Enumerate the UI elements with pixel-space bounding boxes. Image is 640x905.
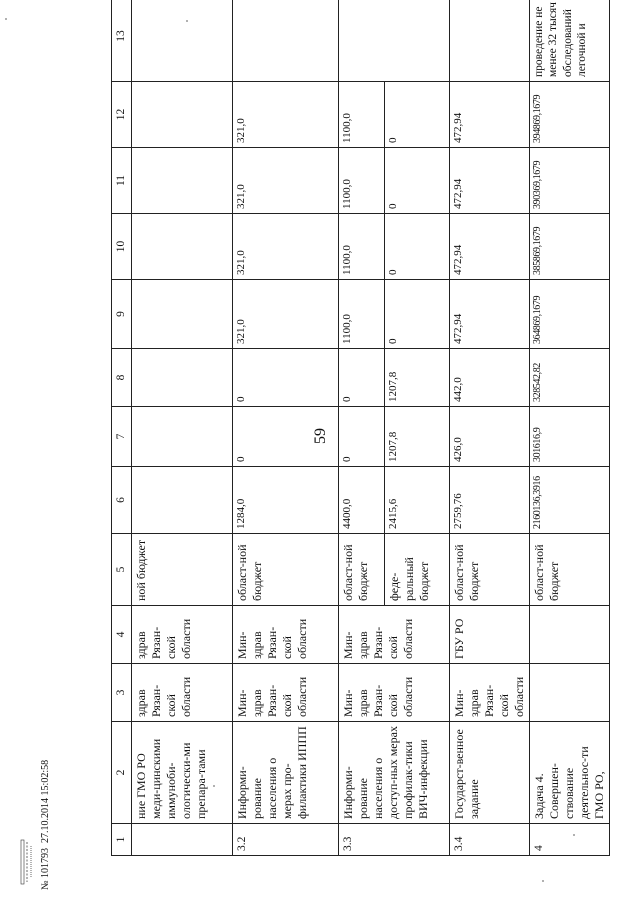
year-value: 472,94 bbox=[450, 214, 530, 280]
coordinator bbox=[530, 664, 610, 722]
coordinator: здрав Рязан-ской области bbox=[132, 664, 233, 722]
year-value bbox=[132, 82, 233, 148]
stamp-emblem-icon bbox=[20, 838, 34, 886]
year-value: 472,94 bbox=[450, 148, 530, 214]
row-num bbox=[132, 824, 233, 856]
year-value: 394869,1679 bbox=[530, 82, 610, 148]
year-value: 321,0 bbox=[233, 148, 339, 214]
year-value: 0 bbox=[339, 349, 385, 407]
table-row bbox=[233, 0, 339, 856]
measure-name: Информи-рование населения о доступ-ных мерах профилак-тики ВИЧ-инфекции bbox=[339, 722, 450, 824]
row-num: 4 bbox=[530, 824, 610, 856]
executor: Мин-здрав Рязан-ской области bbox=[233, 606, 339, 664]
scan-speck bbox=[573, 834, 575, 836]
executor: Мин-здрав Рязан-ской области bbox=[339, 606, 450, 664]
col-header-7: 7 bbox=[112, 407, 132, 467]
year-value: 1207,8 bbox=[385, 407, 450, 467]
col-header-6: 6 bbox=[112, 467, 132, 534]
executor bbox=[530, 606, 610, 664]
year-value: 364869,1679 bbox=[530, 280, 610, 349]
col-header-5: 5 bbox=[112, 534, 132, 606]
funding-source: област-ной бюджет bbox=[530, 534, 610, 606]
year-value: 390369,1679 bbox=[530, 148, 610, 214]
year-value: 1100,0 bbox=[339, 214, 385, 280]
year-value: 385869,1679 bbox=[530, 214, 610, 280]
measure-name: Государст-венное задание bbox=[450, 722, 530, 824]
measure-name: Информи-рование населения о мерах про-филактики ИППП bbox=[233, 722, 339, 824]
col-header-3: 3 bbox=[112, 664, 132, 722]
indicator bbox=[233, 0, 339, 82]
indicator: проведение не менее 32 тысяч обследований легочной и bbox=[530, 0, 610, 82]
year-value bbox=[132, 349, 233, 407]
indicator bbox=[132, 0, 233, 82]
scan-speck bbox=[5, 18, 7, 20]
scan-speck bbox=[213, 785, 215, 787]
col-header-10: 10 bbox=[112, 214, 132, 280]
scan-speck bbox=[186, 20, 188, 22]
year-value: 0 bbox=[339, 407, 385, 467]
col-header-4: 4 bbox=[112, 606, 132, 664]
year-value: 328542,82 bbox=[530, 349, 610, 407]
year-value: 0 bbox=[233, 349, 339, 407]
year-value: 321,0 bbox=[233, 280, 339, 349]
indicator bbox=[339, 0, 450, 82]
total-value bbox=[132, 467, 233, 534]
year-value: 0 bbox=[385, 214, 450, 280]
table-rotated-wrapper bbox=[111, 0, 606, 856]
total-value: 2160136,3916 bbox=[530, 467, 610, 534]
total-value: 2759,76 bbox=[450, 467, 530, 534]
year-value: 0 bbox=[385, 82, 450, 148]
year-value: 472,94 bbox=[450, 82, 530, 148]
year-value: 442,0 bbox=[450, 349, 530, 407]
stamp-doc-number: № 101793 bbox=[40, 847, 51, 890]
indicator bbox=[450, 0, 530, 82]
funding-source: ной бюджет bbox=[132, 534, 233, 606]
col-header-8: 8 bbox=[112, 349, 132, 407]
year-value bbox=[132, 280, 233, 349]
year-value: 0 bbox=[233, 407, 339, 467]
funding-source: област-ной бюджет bbox=[450, 534, 530, 606]
page-number: 59 bbox=[312, 428, 329, 444]
year-value: 1100,0 bbox=[339, 148, 385, 214]
col-header-11: 11 bbox=[112, 148, 132, 214]
year-value bbox=[132, 214, 233, 280]
stamp-timestamp: 27.10.2014 15:02:58 bbox=[40, 759, 51, 843]
coordinator: Мин-здрав Рязан-ской области bbox=[450, 664, 530, 722]
coordinator: Мин-здрав Рязан-ской области bbox=[233, 664, 339, 722]
row-num: 3.2 bbox=[233, 824, 339, 856]
executor: ГБУ РО bbox=[450, 606, 530, 664]
coordinator: Мин-здрав Рязан-ской области bbox=[339, 664, 450, 722]
row-num: 3.3 bbox=[339, 824, 450, 856]
table-row bbox=[339, 0, 385, 856]
year-value: 1100,0 bbox=[339, 82, 385, 148]
year-value: 0 bbox=[385, 148, 450, 214]
year-value: 301616,9 bbox=[530, 407, 610, 467]
stamp-text-block bbox=[40, 690, 54, 890]
col-header-2: 2 bbox=[112, 722, 132, 824]
funding-source: област-ной бюджет bbox=[233, 534, 339, 606]
table-row bbox=[132, 0, 233, 856]
total-value: 1284,0 bbox=[233, 467, 339, 534]
funding-source: област-ной бюджет bbox=[339, 534, 385, 606]
scan-speck bbox=[542, 880, 544, 882]
col-header-1: 1 bbox=[112, 824, 132, 856]
executor: здрав Рязан-ской области bbox=[132, 606, 233, 664]
year-value: 321,0 bbox=[233, 82, 339, 148]
year-value: 1207,8 bbox=[385, 349, 450, 407]
year-value bbox=[132, 407, 233, 467]
year-value: 0 bbox=[385, 280, 450, 349]
year-value bbox=[132, 148, 233, 214]
table-row bbox=[450, 0, 530, 856]
row-num: 3.4 bbox=[450, 824, 530, 856]
total-value: 4400,0 bbox=[339, 467, 385, 534]
program-table bbox=[111, 0, 610, 856]
total-value: 2415,6 bbox=[385, 467, 450, 534]
year-value: 472,94 bbox=[450, 280, 530, 349]
year-value: 1100,0 bbox=[339, 280, 385, 349]
col-header-9: 9 bbox=[112, 280, 132, 349]
col-header-12: 12 bbox=[112, 82, 132, 148]
year-value: 426,0 bbox=[450, 407, 530, 467]
header-row bbox=[112, 0, 132, 856]
year-value: 321,0 bbox=[233, 214, 339, 280]
measure-name: ние ГМО РО меди-цинскими иммуноби-ологически-ми препара-тами bbox=[132, 722, 233, 824]
table-row bbox=[530, 0, 610, 856]
funding-source: феде-ральный бюджет bbox=[385, 534, 450, 606]
col-header-13: 13 bbox=[112, 0, 132, 82]
measure-name: Задача 4. Совершен-ствование деятельнос-ти ГМО РО, bbox=[530, 722, 610, 824]
